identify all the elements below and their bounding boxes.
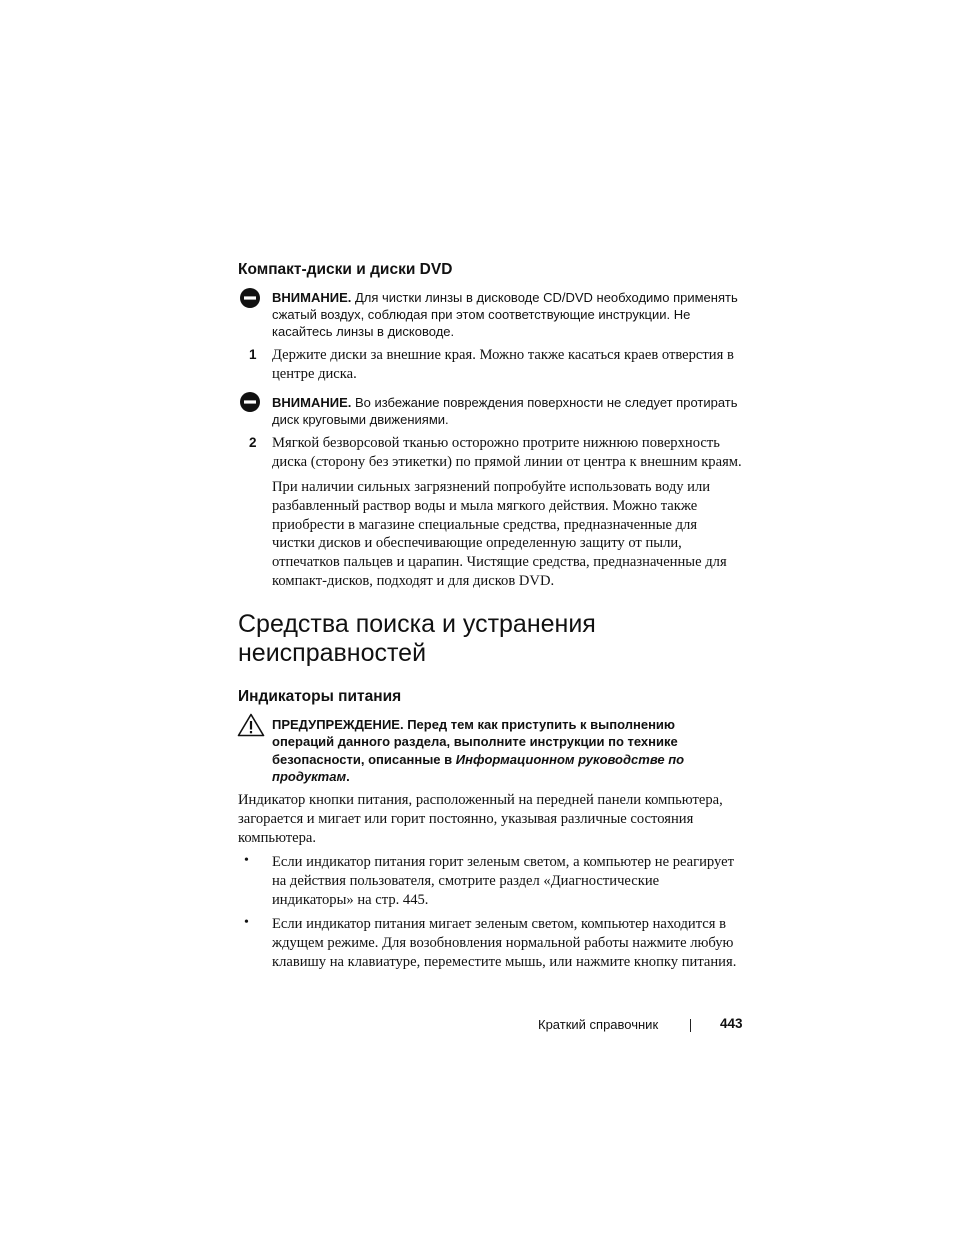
warning-safety — [272, 716, 732, 785]
notice-body: Во избежание повреждения поверхности не следует протирать диск круговыми движениями. — [272, 395, 738, 427]
notice-label: ВНИМАНИЕ. — [272, 290, 352, 305]
warning-doc-title: Информационном руководстве по продуктам — [272, 751, 685, 784]
bullet-marker: • — [244, 853, 249, 868]
bullet-marker: • — [244, 915, 249, 930]
footer-title: Краткий справочник — [538, 1017, 659, 1032]
notice-cd-lens — [272, 289, 742, 340]
section-heading-cd-dvd: Компакт-диски и диски DVD — [238, 261, 453, 278]
notice-body: Для чистки линзы в дисководе CD/DVD необходимо применять сжатый воздух, соблюдая при этом соответствующие инструкции. Не касайтесь линзы в дисководе. — [272, 290, 738, 339]
power-intro-paragraph: Индикатор кнопки питания, расположенный на передней панели компьютера, загорается и мигает или горит постоянно, указывая различные состояния компьютера. — [238, 792, 723, 846]
chapter-heading-troubleshooting: Средства поиска и устранения неисправностей — [238, 610, 596, 667]
footer-separator — [690, 1019, 691, 1032]
cleaning-paragraph: При наличии сильных загрязнений попробуйте использовать воду или разбавленный раствор воды и мыла мягкого действия. Можно также приобрести в магазине специальные средства, предназначенные для чистки дисков и обеспечивающие определенную защиту от пыли, отпечатков пальцев и царапин. Чистящие средства, предназначенные для компакт-дисков, подходят и для дисков DVD. — [272, 479, 727, 589]
step-2-text: Мягкой безворсовой тканью осторожно протрите нижнюю поверхность диска (сторону без этикетки) по прямой линии от центра к внешним краям. — [272, 435, 742, 470]
list-item: Если индикатор питания горит зеленым светом, а компьютер не реагирует на действия пользователя, смотрите раздел «Диагностические индикаторы» на стр. 445. — [272, 854, 734, 908]
section-heading-power-lights: Индикаторы питания — [238, 688, 402, 705]
step-1-text: Держите диски за внешние края. Можно также касаться краев отверстия в центре диска. — [272, 347, 734, 382]
notice-circular-motion — [272, 394, 742, 428]
step-number: 2 — [249, 435, 257, 450]
warning-triangle-icon — [237, 713, 265, 742]
step-number: 1 — [249, 347, 257, 362]
warning-label: ПРЕДУПРЕЖДЕНИЕ. — [272, 717, 404, 732]
warning-end: . — [346, 768, 350, 784]
notice-label: ВНИМАНИЕ. — [272, 395, 352, 410]
list-item: Если индикатор питания мигает зеленым светом, компьютер находится в ждущем режиме. Для возобновления нормальной работы нажмите любую клавишу на клавиатуре, переместите мышь, или нажмите кнопку питания. — [272, 916, 737, 970]
notice-icon — [239, 391, 261, 418]
warning-body: Перед тем как приступить к выполнению операций данного раздела, выполните инструкции по технике безопасности, описанные в — [272, 717, 678, 767]
notice-icon — [239, 287, 261, 314]
page-number: 443 — [720, 1016, 743, 1031]
